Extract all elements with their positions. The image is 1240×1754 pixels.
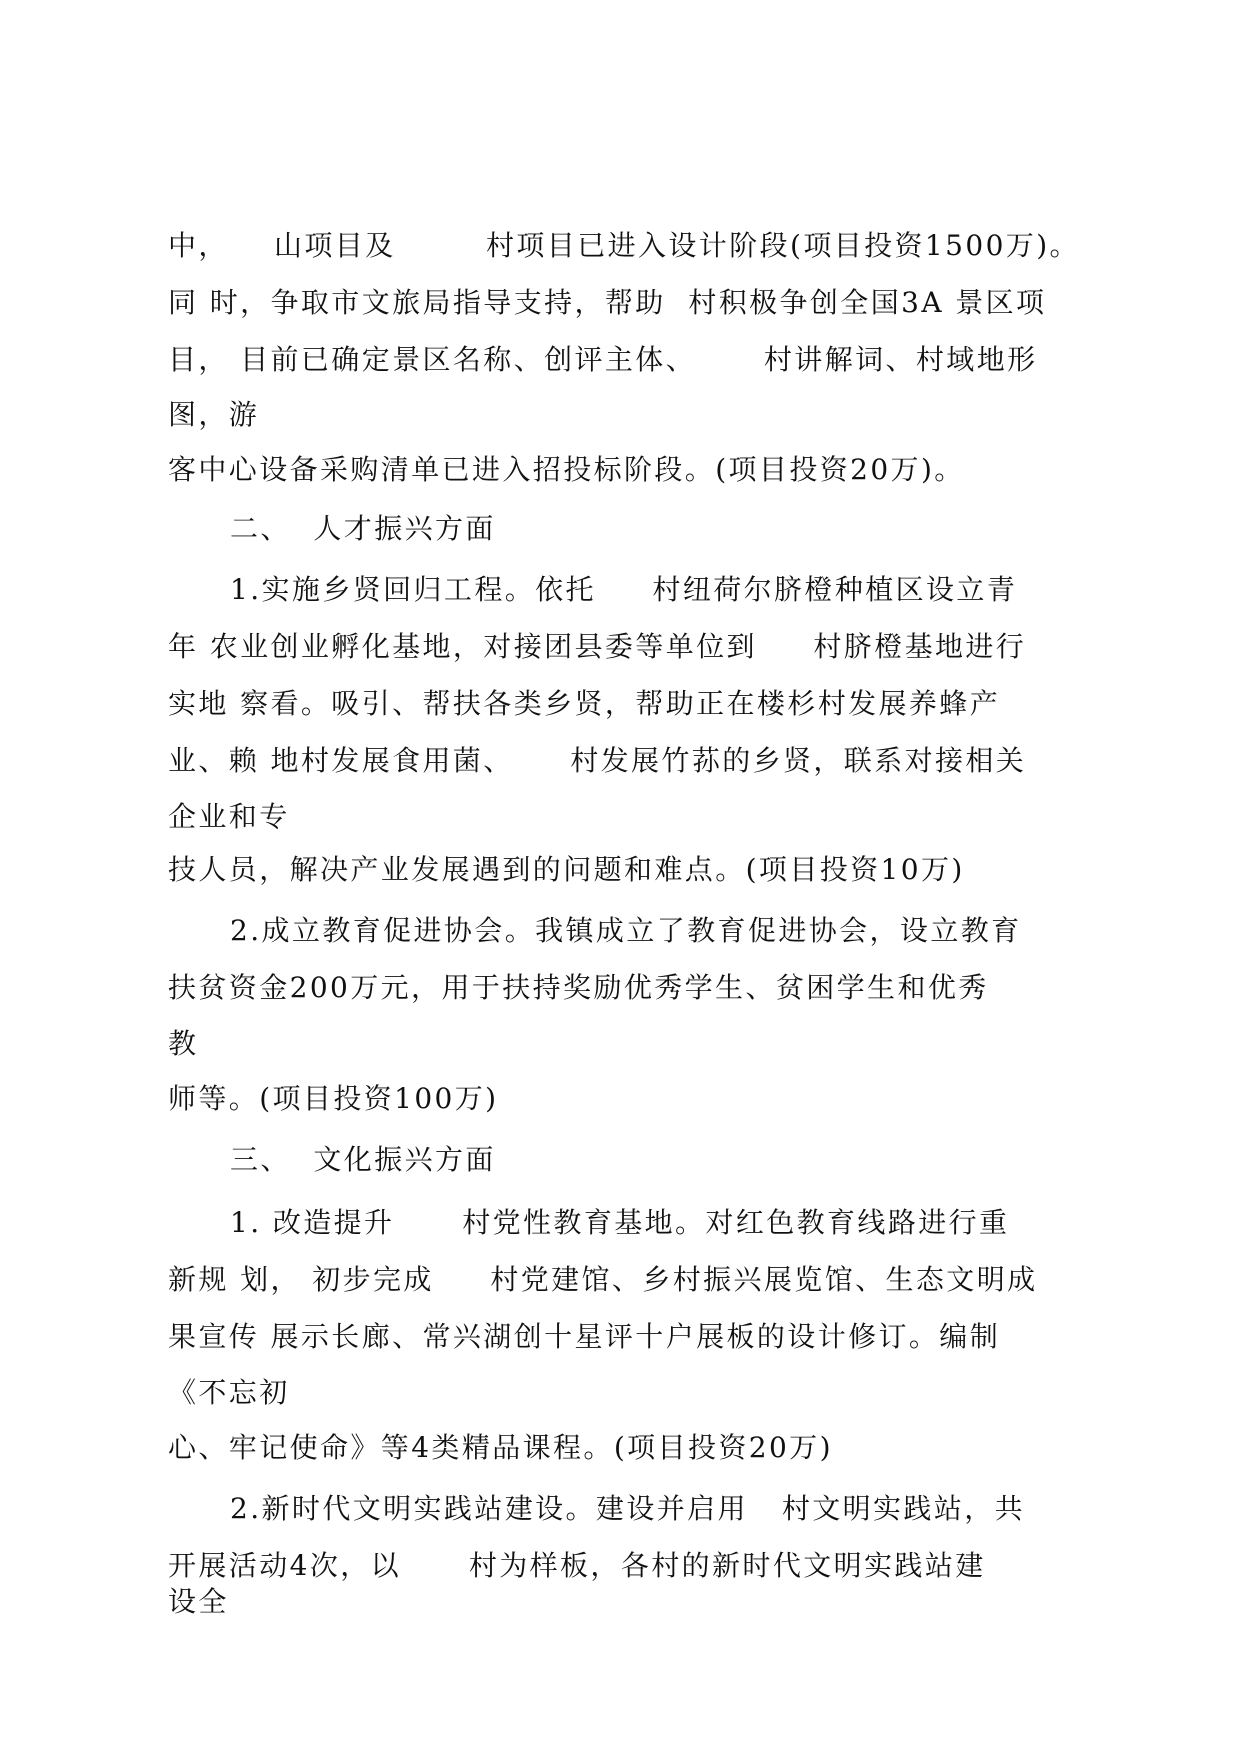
- text-line: 果宣传 展示长廊、常兴湖创十星评十户展板的设计修订。编制: [168, 1320, 1001, 1353]
- text-line: 业、赖 地村发展食用菌、 村发展竹荪的乡贤，联系对接相关: [168, 744, 1027, 777]
- text-line: 实地 察看。吸引、帮扶各类乡贤，帮助正在楼杉村发展养蜂产: [168, 687, 1001, 720]
- paragraph-first-line: 2.成立教育促进协会。我镇成立了教育促进协会，设立教育: [230, 914, 1022, 947]
- text-line: 师等。(项目投资100万): [168, 1082, 499, 1115]
- text-line: 《不忘初: [168, 1376, 290, 1409]
- text-line: 教: [168, 1027, 199, 1060]
- text-line: 扶贫资金200万元，用于扶持奖励优秀学生、贫困学生和优秀: [168, 971, 989, 1004]
- section-heading: 三、 文化振兴方面: [230, 1143, 496, 1176]
- text-line: 年 农业创业孵化基地，对接团县委等单位到 村脐橙基地进行: [168, 630, 1027, 663]
- text-line: 心、牢记使命》等4类精品课程。(项目投资20万): [168, 1431, 833, 1464]
- text-line: 新规 划， 初步完成 村党建馆、乡村振兴展览馆、生态文明成: [168, 1263, 1038, 1296]
- text-line: 中， 山项目及 村项目已进入设计阶段(项目投资1500万)。: [168, 229, 1080, 262]
- paragraph-first-line: 2.新时代文明实践站建设。建设并启用 村文明实践站，共: [230, 1492, 1026, 1525]
- text-line: 企业和专: [168, 800, 290, 833]
- paragraph-first-line: 1.实施乡贤回归工程。依托 村纽荷尔脐橙种植区设立青: [230, 573, 1018, 606]
- text-line: 技人员，解决产业发展遇到的问题和难点。(项目投资10万): [168, 853, 965, 886]
- text-line: 图，游: [168, 398, 260, 431]
- text-line: 客中心设备采购清单已进入招投标阶段。(项目投资20万)。: [168, 453, 965, 486]
- text-line: 开展活动4次，以 村为样板，各村的新时代文明实践站建: [168, 1549, 986, 1582]
- text-line: 设全: [168, 1585, 229, 1618]
- section-heading: 二、 人才振兴方面: [230, 512, 496, 545]
- paragraph-first-line: 1. 改造提升 村党性教育基地。对红色教育线路进行重: [230, 1206, 1010, 1239]
- text-line: 目， 目前已确定景区名称、创评主体、 村讲解词、村域地形: [168, 343, 1038, 376]
- text-line: 同 时，争取市文旅局指导支持，帮助 村积极争创全国3A 景区项: [168, 286, 1047, 319]
